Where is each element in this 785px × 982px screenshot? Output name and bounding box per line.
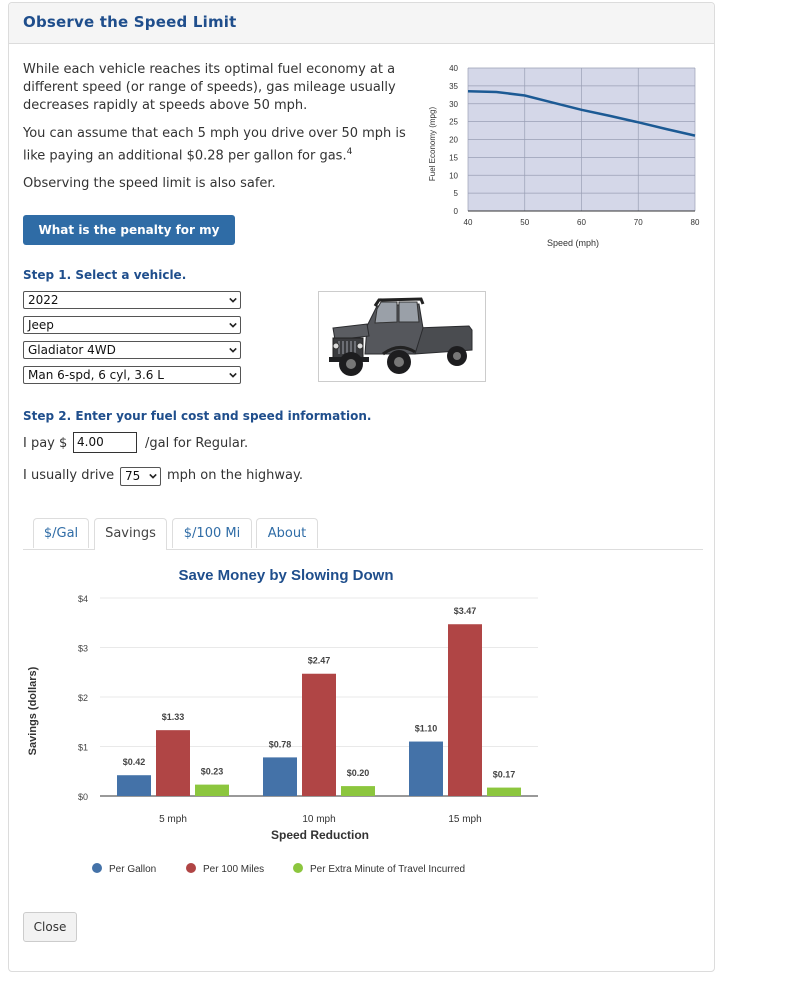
savings-bar-label: $0.17 xyxy=(492,769,516,780)
savings-x-ticks xyxy=(159,814,482,825)
savings-bar xyxy=(448,624,482,796)
savings-x-tick-label: 5 mph xyxy=(159,814,187,825)
fuel-y-tick-label: 0 xyxy=(453,207,458,216)
savings-bar-label: $0.78 xyxy=(268,739,292,750)
penalty-button[interactable]: What is the penalty for my car? xyxy=(23,215,235,245)
savings-bar xyxy=(409,742,443,796)
savings-bar xyxy=(156,730,190,796)
chevron-down-icon xyxy=(229,321,237,329)
fuel-y-tick-label: 20 xyxy=(449,135,458,145)
fuel-y-tick-label: 10 xyxy=(449,171,458,181)
savings-bar xyxy=(263,757,297,796)
year-select[interactable] xyxy=(23,291,241,309)
legend-label: Per Extra Minute of Travel Incurred xyxy=(310,864,466,875)
drive-prefix: I usually drive xyxy=(23,468,115,483)
chevron-down-icon xyxy=(229,296,237,304)
speed-select[interactable] xyxy=(120,467,161,486)
intro-text xyxy=(23,61,408,203)
fuel-y-tick-label: 15 xyxy=(449,153,458,163)
intro-paragraph-2 xyxy=(23,125,408,165)
savings-bar-label: $1.33 xyxy=(161,712,185,723)
fuel-x-tick-label: 40 xyxy=(463,218,473,227)
legend-marker xyxy=(293,863,303,873)
make-value: Jeep xyxy=(28,318,54,332)
savings-x-tick-label: 10 mph xyxy=(302,814,336,825)
fuel-y-axis-label: Fuel Economy (mpg) xyxy=(428,106,437,182)
intro-paragraph-2-text: You can assume that each 5 mph you drive over 50 mph is like paying an additional $0.28 per gallon for gas. xyxy=(23,126,406,164)
tab-savings[interactable]: Savings xyxy=(94,518,167,550)
make-select[interactable] xyxy=(23,316,241,334)
year-value: 2022 xyxy=(28,293,59,307)
legend-marker xyxy=(186,863,196,873)
pay-suffix: /gal for Regular. xyxy=(145,436,249,451)
fuel-x-tick-label: 60 xyxy=(577,218,586,227)
footnote-ref[interactable]: 4 xyxy=(346,147,353,157)
close-button[interactable]: Close xyxy=(23,912,77,942)
tab-about[interactable]: About xyxy=(256,518,318,548)
fuel-y-ticks xyxy=(449,64,458,216)
savings-y-tick-label: $3 xyxy=(77,643,88,654)
fuel-economy-chart xyxy=(418,60,718,255)
fuel-x-tick-label: 50 xyxy=(520,218,530,227)
intro-paragraph-3: Observing the speed limit is also safer. xyxy=(23,176,276,192)
trim-value: Man 6-spd, 6 cyl, 3.6 L xyxy=(28,368,164,382)
fuel-y-tick-label: 5 xyxy=(453,189,458,199)
savings-y-tick-label: $1 xyxy=(77,742,88,753)
fuel-y-tick-label: 25 xyxy=(449,117,458,127)
fuel-y-tick-label: 35 xyxy=(449,81,458,91)
savings-y-tick-label: $2 xyxy=(77,693,88,703)
legend-label: Per 100 Miles xyxy=(203,864,265,875)
step1-title: Step 1. Select a vehicle. xyxy=(23,268,187,282)
savings-chart-title: Save Money by Slowing Down xyxy=(178,567,394,584)
savings-bar-label: $0.23 xyxy=(200,766,224,777)
savings-bar-label: $1.10 xyxy=(414,723,438,734)
speed-value: 75 xyxy=(125,469,141,483)
savings-bar xyxy=(117,775,151,796)
legend-marker xyxy=(92,863,102,873)
chevron-down-icon xyxy=(149,472,157,480)
savings-x-tick-label: 15 mph xyxy=(448,814,482,825)
fuel-x-ticks xyxy=(464,218,700,227)
step2-title: Step 2. Enter your fuel cost and speed information. xyxy=(23,409,372,423)
panel-title: Observe the Speed Limit xyxy=(23,13,237,31)
vehicle-image xyxy=(318,291,486,382)
legend-label: Per Gallon xyxy=(109,864,157,875)
savings-y-tick-label: $0 xyxy=(77,792,88,802)
fuel-y-tick-label: 30 xyxy=(449,99,458,109)
savings-bar xyxy=(302,674,336,796)
tab-dollars-per-100-miles[interactable]: $/100 Mi xyxy=(172,518,252,548)
savings-x-axis-label: Speed Reduction xyxy=(270,828,370,842)
chart-tabs xyxy=(23,518,703,550)
chevron-down-icon xyxy=(229,346,237,354)
savings-bar-label: $2.47 xyxy=(307,655,331,666)
fuel-y-tick-label: 40 xyxy=(449,64,458,73)
fuel-price-input[interactable]: 4.00 xyxy=(73,432,137,453)
savings-bar-label: $0.42 xyxy=(122,757,146,768)
savings-bar xyxy=(487,788,521,796)
savings-bar xyxy=(341,786,375,796)
drive-suffix: mph on the highway. xyxy=(167,468,303,483)
savings-y-axis-label: Savings (dollars) xyxy=(27,666,39,756)
fuel-x-tick-label: 80 xyxy=(690,218,700,227)
savings-y-tick-label: $4 xyxy=(77,594,88,604)
tab-dollars-per-gallon[interactable]: $/Gal xyxy=(33,518,89,548)
trim-select[interactable] xyxy=(23,366,241,384)
chevron-down-icon xyxy=(229,371,237,379)
savings-y-ticks xyxy=(78,594,88,802)
savings-chart xyxy=(8,558,568,888)
savings-bar-label: $3.47 xyxy=(453,606,477,617)
savings-legend xyxy=(92,863,465,875)
pay-prefix: I pay $ xyxy=(23,436,68,451)
savings-bars xyxy=(117,606,521,796)
intro-paragraph-1: While each vehicle reaches its optimal fuel economy at a different speed (or range of speeds), gas mileage usually decreases rapidly at speeds above 50 mph. xyxy=(23,62,396,113)
savings-bar-label: $0.20 xyxy=(346,768,370,779)
model-select[interactable] xyxy=(23,341,241,359)
fuel-x-tick-label: 70 xyxy=(633,218,643,227)
fuel-x-axis-label: Speed (mph) xyxy=(546,238,600,248)
model-value: Gladiator 4WD xyxy=(28,343,116,357)
pickup-truck-icon xyxy=(319,292,485,381)
savings-bar xyxy=(195,785,229,796)
